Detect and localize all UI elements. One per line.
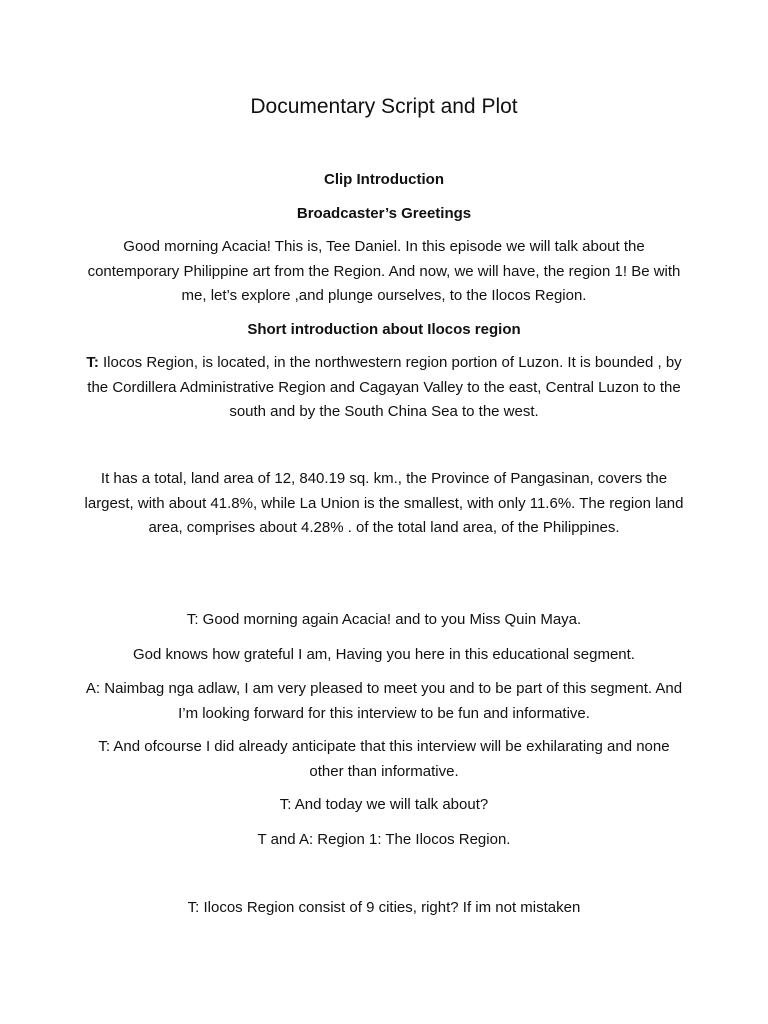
ilocos-intro-text: Ilocos Region, is located, in the northwestern region portion of Luzon. It is bounded , by the Cordillera Administrative Region and Cagayan Valley to the east, Central Luzon to the south and by the South China Sea to the west.: [87, 354, 682, 420]
clip-introduction-heading: Clip Introduction: [324, 171, 444, 188]
speaker-label: T:: [86, 354, 99, 371]
broadcaster-greetings-heading: Broadcaster’s Greetings: [296, 205, 472, 222]
dialogue-line: T: And ofcourse I did already anticipate that this interview will be exhilarating and none other than informative.: [98, 738, 670, 780]
dialogue-line: T: And today we will talk about?: [279, 796, 489, 813]
dialogue-line: T: Good morning again Acacia! and to you Miss Quin Maya.: [186, 611, 582, 628]
document-title: Documentary Script and Plot: [250, 95, 518, 118]
dialogue-line: God knows how grateful I am, Having you here in this educational segment.: [133, 646, 635, 663]
ilocos-intro-heading: Short introduction about Ilocos region: [247, 321, 521, 338]
land-area-paragraph: It has a total, land area of 12, 840.19 sq. km., the Province of Pangasinan, covers the largest, with about 41.8%, while La Union is the smallest, with only 11.6%. The region land area, comprises about 4.28% . of the total land area, of the Philippines.: [84, 470, 684, 536]
dialogue-line: T and A: Region 1: The Ilocos Region.: [257, 831, 511, 848]
dialogue-line: T: Ilocos Region consist of 9 cities, right? If im not mistaken: [187, 899, 581, 916]
ilocos-intro-paragraph: [84, 351, 684, 425]
dialogue-line: A: Naimbag nga adlaw, I am very pleased to meet you and to be part of this segment. And I’m looking forward for this interview to be fun and informative.: [85, 680, 683, 722]
greetings-paragraph: Good morning Acacia! This is, Tee Daniel. In this episode we will talk about the contemporary Philippine art from the Region. And now, we will have, the region 1! Be with me, let’s explore ,and plunge ourselves, to the Ilocos Region.: [87, 238, 681, 304]
